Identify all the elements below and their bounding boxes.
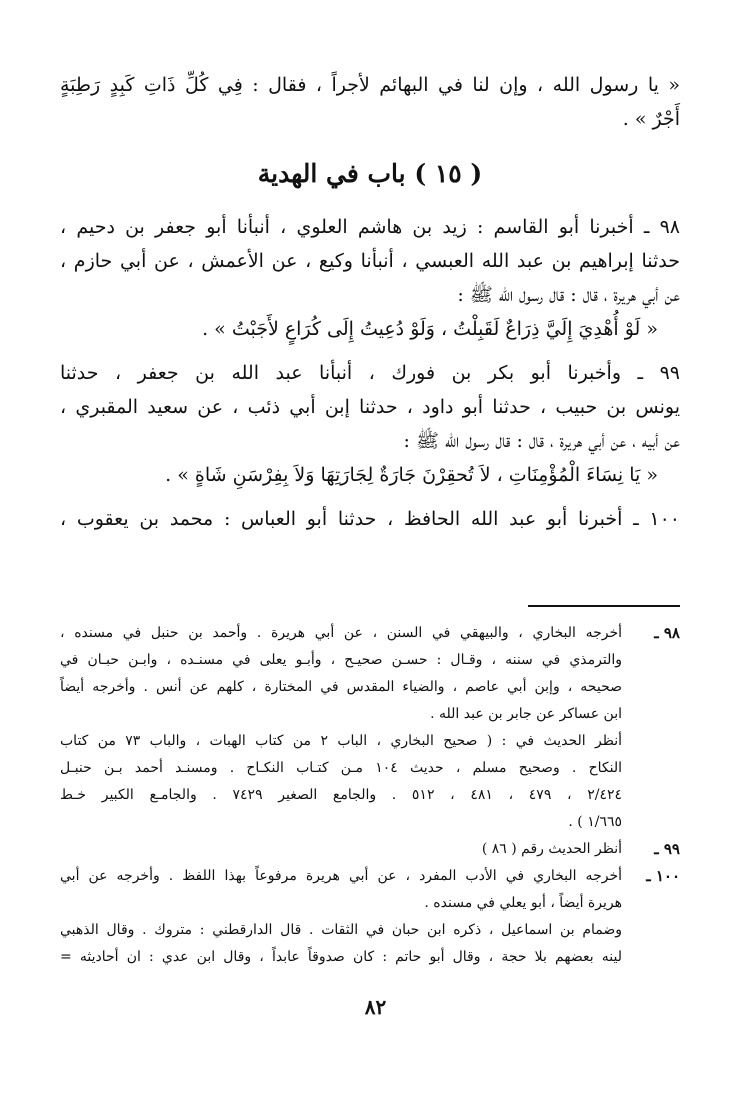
footnote-100 <box>60 863 680 971</box>
footnote-line: ابن عساكر عن جابر بن عبد الله . <box>430 706 622 722</box>
footnote-99 <box>60 836 680 863</box>
hadith-line: عن أبيه ، عن أبي هريرة ، قال : قال رسول الله ﷺ : <box>403 430 680 452</box>
intro-paragraph <box>60 68 680 136</box>
footnote-line: صحيحه ، وإبن أبي عاصم ، والضياء المقدس في المختارة ، كلهم عن أنس . وأخرجه أيضاً <box>60 679 622 695</box>
hadith-line: يونس بن حبيب ، حدثنا أبو داود ، حدثنا إبن أبي ذئب ، عن سعيد المقبري ، <box>60 396 680 418</box>
hadith-100 <box>60 502 680 536</box>
footnote-line: أخرجه البخاري في الأدب المفرد ، عن أبي هريرة مرفوعاً بهذا اللفظ . وأخرجه عن أبي <box>60 868 622 884</box>
hadith-quote: « لَوْ أُهْدِيَ إِلَيَّ ذِرَاعٌ لَقَبِلْتُ ، وَلَوْ دُعِيتُ إِلَى كُرَاعٍ لأَجَبْتُ » . <box>202 318 658 340</box>
hadith-line: عن أبي هريرة ، قال : قال رسول الله ﷺ : <box>457 284 680 306</box>
footnote-line: ١/٦٦٥ ) . <box>568 814 622 830</box>
footnote-line: أنظر الحديث في : ( صحيح البخاري ، الباب ٢ من كتاب الهبات ، والباب ٧٣ من كتاب <box>60 733 623 749</box>
footnote-line: أخرجه البخاري ، والبيهقي في السنن ، عن أبي هريرة . وأحمد بن حنبل في مسنده ، <box>60 625 622 641</box>
footnote-number: ١٠٠ ـ <box>646 867 680 885</box>
footnote-number: ٩٨ ـ <box>654 624 680 642</box>
page-number: ٨٢ <box>364 995 387 1019</box>
hadith-quote: « يَا نِسَاءَ الْمُؤْمِنَاتِ ، لاَ تُحقِرْنَ جَارَةٌ لِجَارَتِهَا وَلاَ بِفِرْسَنِ شَاةٍ » . <box>165 464 658 486</box>
footnote-line: النكاح . وصحيح مسلم ، حديث ١٠٤ مـن كتـاب النكـاح . ومسنـد أحمد بـن حنبـل <box>60 760 622 776</box>
footnote-line: أنظر الحديث رقم ( ٨٦ ) <box>481 841 622 857</box>
hadith-line: حدثنا إبراهيم بن عبد الله العبسي ، أنبأنا وكيع ، عن الأعمش ، عن أبي حازم ، <box>60 250 680 272</box>
footnote-number: ٩٩ ـ <box>654 840 680 858</box>
footnotes <box>60 620 680 971</box>
hadith-line: ٩٨ ـ أخبرنا أبو القاسم : زيد بن هاشم العلوي ، أنبأنا أبو جعفر بن دحيم ، <box>60 216 680 238</box>
main-text <box>60 68 680 536</box>
hadith-line: ٩٩ ـ وأخبرنا أبو بكر بن فورك ، أنبأنا عبد الله بن جعفر ، حدثنا <box>60 362 680 384</box>
hadith-line: ١٠٠ ـ أخبرنا أبو عبد الله الحافظ ، حدثنا أبو العباس : محمد بن يعقوب ، <box>60 508 680 530</box>
footnote-line: هريرة أيضاً ، أبو يعلي في مسنده . <box>424 895 622 911</box>
footnote-line: والترمذي في سننه ، وقـال : حسـن صحيـح ، وأبـو يعلى في مسنـده ، وابـن حبـان في <box>60 652 622 668</box>
footnote-separator <box>528 605 680 607</box>
intro-line: « يا رسول الله ، وإن لنا في البهائم لأجراً ، فقال : فِي كُلِّ ذَاتِ كَبِدٍ رَطِبَةٍ <box>60 74 680 96</box>
footnote-line: ٢/٤٢٤ ، ٤٧٩ ، ٤٨١ ، ٥١٢ . والجامع الصغير ٧٤٢٩ . والجامـع الكبير خـط <box>60 787 623 803</box>
hadith-98 <box>60 210 680 346</box>
footnote-line: لينه بعضهم بلا حجة ، وقال أبو حاتم : كان صدوقاً عابداً ، وقال ابن عدي : ان أحاديثه = <box>60 949 622 965</box>
footnote-line: وضمام بن اسماعيل ، ذكره ابن حبان في الثقات . قال الدارقطني : متروك . وقال الذهبي <box>60 922 622 938</box>
chapter-heading: ( ١٥ ) باب في الهدية <box>257 159 483 188</box>
intro-line: أَجْرٌ » . <box>622 108 680 130</box>
footnote-98 <box>60 620 680 836</box>
hadith-99 <box>60 356 680 492</box>
